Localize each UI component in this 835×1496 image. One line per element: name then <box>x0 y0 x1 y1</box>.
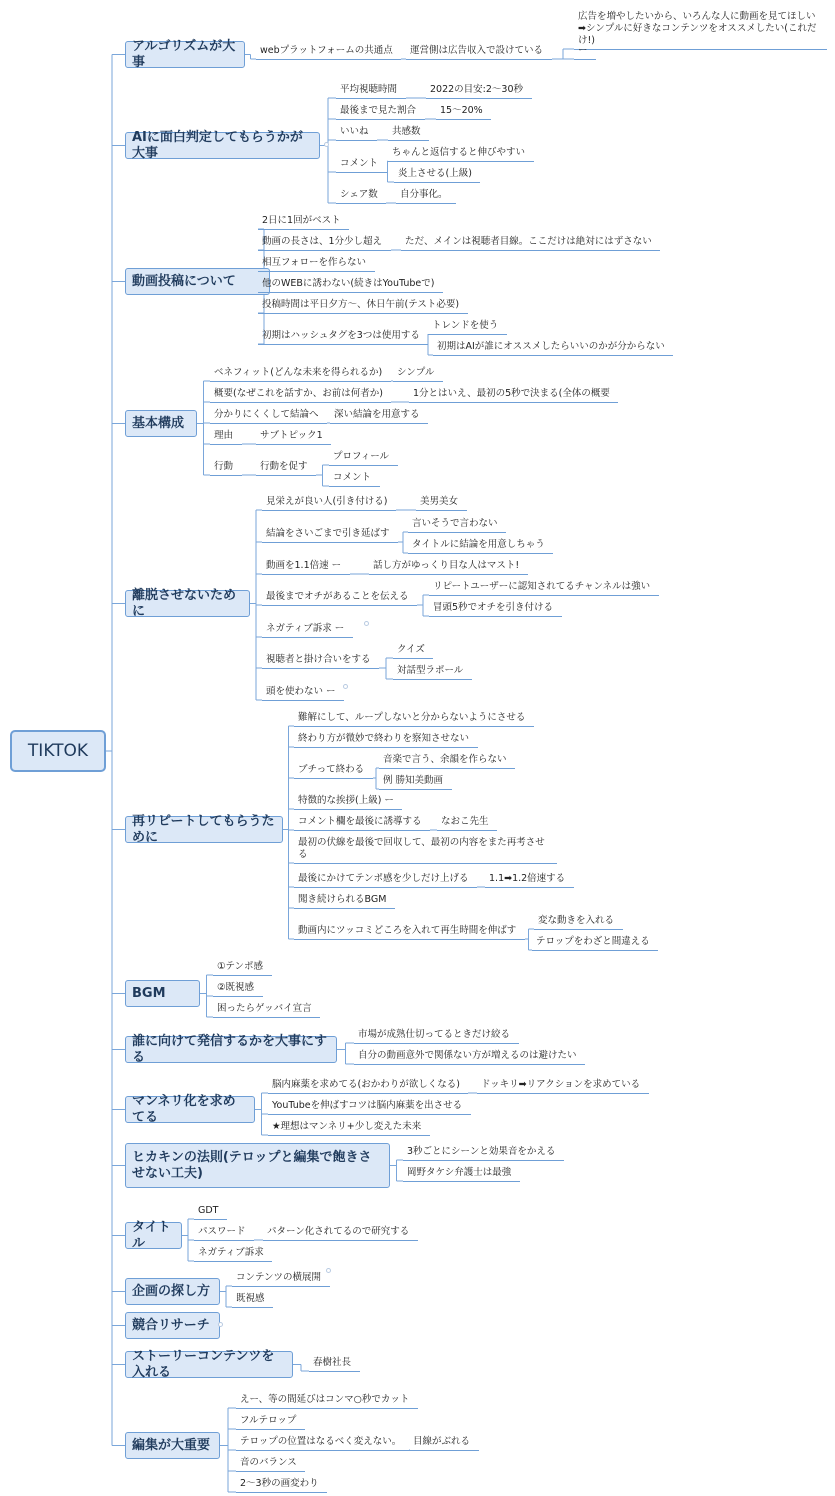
topic-underline <box>262 510 396 511</box>
topic-underline <box>336 140 377 141</box>
topic-underline <box>210 444 242 445</box>
collapse-toggle-icon[interactable] <box>364 621 369 626</box>
topic-underline <box>294 726 534 727</box>
topic-underline <box>236 1450 410 1451</box>
topic-underline <box>401 250 660 251</box>
topic-level3-branches-2-children-5-children-1[interactable]: 初期はAIが誰にオススメしたらいいのかが分からない <box>437 341 665 352</box>
topic-level3-branches-5-children-2-children-1[interactable]: 例 勝知美動画 <box>383 775 444 786</box>
topic-underline <box>294 908 395 909</box>
main-topic-4[interactable]: 離脱させないために <box>125 590 250 617</box>
topic-level2-branches-3-children-1[interactable]: 概要(なぜこれを話すか、お前は何者か) <box>214 388 383 399</box>
topic-level3-branches-1-children-0-children-0[interactable]: 2022の目安:2〜30秒 <box>430 84 524 95</box>
topic-level2-branches-3-children-0[interactable]: ベネフィット(どんな未来を得られるか) <box>214 367 383 378</box>
topic-level2-branches-8-children-0[interactable]: 脳内麻薬を求めてる(おかわりが欲しくなる) <box>272 1079 460 1090</box>
topic-level3-branches-5-children-2-children-0[interactable]: 音楽で言う、余韻を作らない <box>383 754 507 765</box>
topic-level2-branches-2-children-2[interactable]: 相互フォローを作らない <box>262 257 367 268</box>
topic-level2-branches-2-children-0[interactable]: 2日に1回がベスト <box>262 215 341 226</box>
topic-level2-branches-6-children-1[interactable]: ②既視感 <box>217 982 255 993</box>
topic-underline <box>258 271 375 272</box>
main-topic-14[interactable]: 編集が大重要 <box>125 1432 220 1459</box>
topic-level3-branches-1-children-2-children-0[interactable]: 共感数 <box>392 126 421 137</box>
topic-level4-branches-3-children-4-children-0-children-1[interactable]: コメント <box>333 472 372 483</box>
topic-level3-branches-5-children-8-children-1[interactable]: テロップをわざと間違える <box>536 936 650 947</box>
main-topic-13[interactable]: ストーリーコンテンツを入れる <box>125 1351 293 1378</box>
topic-underline <box>477 1093 649 1094</box>
main-topic-0[interactable]: アルゴリズムが大事 <box>125 41 245 68</box>
main-topic-11[interactable]: 企画の探し方 <box>125 1278 220 1305</box>
topic-level2-branches-8-children-2[interactable]: ★理想はマンネリ+少し変えた未来 <box>272 1121 422 1132</box>
topic-level3-branches-0-children-0-children-0[interactable]: 運営側は広告収入で設けている <box>410 45 544 56</box>
topic-level2-branches-4-children-6[interactable]: 頭を使わない ー <box>266 686 336 697</box>
topic-level2-branches-5-children-7[interactable]: 聞き続けられるBGM <box>298 894 387 905</box>
topic-underline <box>294 778 373 779</box>
topic-level2-branches-14-children-4[interactable]: 2〜3秒の画変わり <box>240 1478 319 1489</box>
topic-level3-branches-4-children-2-children-0[interactable]: 話し方がゆっくり目な人はマスト! <box>373 560 520 571</box>
topic-level2-branches-5-children-2[interactable]: ブチって終わる <box>298 764 365 775</box>
topic-level3-branches-4-children-3-children-1[interactable]: 冒頭5秒でオチを引き付ける <box>433 602 554 613</box>
topic-level2-branches-2-children-1[interactable]: 動画の長さは、1分少し超え <box>262 236 383 247</box>
topic-underline <box>396 203 456 204</box>
topic-level3-branches-4-children-1-children-0[interactable]: 言いそうで言わない <box>412 518 498 529</box>
collapse-toggle-icon[interactable] <box>218 1322 223 1327</box>
topic-underline <box>194 1219 227 1220</box>
topic-underline <box>258 292 443 293</box>
topic-underline <box>485 887 574 888</box>
topic-underline <box>336 172 387 173</box>
topic-underline <box>210 475 242 476</box>
topic-underline <box>210 381 391 382</box>
topic-level3-branches-3-children-2-children-0[interactable]: 深い結論を用意する <box>334 409 420 420</box>
topic-level2-branches-3-children-3[interactable]: 理由 <box>214 430 234 441</box>
topic-underline <box>329 486 380 487</box>
topic-level3-branches-14-children-2-children-0[interactable]: 目線がぶれる <box>413 1436 471 1447</box>
main-topic-2[interactable]: 動画投稿について <box>125 268 270 295</box>
topic-level4-branches-3-children-4-children-0-children-0[interactable]: プロフィール <box>333 451 390 462</box>
topic-level2-branches-14-children-0[interactable]: えー、等の間延びはコンマ○秒でカット <box>240 1394 410 1405</box>
topic-underline <box>393 381 443 382</box>
topic-level3-branches-2-children-1-children-0[interactable]: ただ、メインは視聴者目線。ここだけは絶対にはずさない <box>405 236 652 247</box>
topic-underline <box>379 789 452 790</box>
topic-underline <box>354 1064 585 1065</box>
topic-underline <box>428 334 507 335</box>
topic-level3-branches-1-children-4-children-0[interactable]: 自分事化。 <box>400 189 448 200</box>
topic-underline <box>268 1114 471 1115</box>
topic-level2-branches-13-children-0[interactable]: 春樹社長 <box>313 1357 352 1368</box>
topic-underline <box>262 574 350 575</box>
topic-level3-branches-3-children-4-children-0[interactable]: 行動を促す <box>260 461 308 472</box>
topic-level2-branches-4-children-3[interactable]: 最後までオチがあることを伝える <box>266 591 409 602</box>
topic-level2-branches-1-children-0[interactable]: 平均視聴時間 <box>340 84 398 95</box>
topic-level2-branches-2-children-4[interactable]: 投稿時間は平日夕方〜、休日午前(テスト必要) <box>262 299 460 310</box>
topic-underline <box>336 98 406 99</box>
collapse-toggle-icon[interactable] <box>324 142 329 147</box>
topic-level2-branches-1-children-1[interactable]: 最後まで見た割合 <box>340 105 417 116</box>
topic-level2-branches-9-children-1[interactable]: 岡野タケシ弁護士は最強 <box>407 1167 512 1178</box>
topic-level2-branches-5-children-3[interactable]: 特徴的な挨拶(上級) ー <box>298 795 394 806</box>
main-topic-7[interactable]: 誰に向けて発信するかを大事にする <box>125 1036 337 1063</box>
topic-level2-branches-0-children-0[interactable]: webプラットフォームの共通点 <box>260 45 393 56</box>
topic-level3-branches-4-children-5-children-1[interactable]: 対話型ラポール <box>397 665 464 676</box>
topic-underline <box>393 658 433 659</box>
main-topic-8[interactable]: マンネリ化を求めてる <box>125 1096 255 1123</box>
topic-underline <box>258 313 468 314</box>
topic-level2-branches-10-children-2[interactable]: ネガティブ訴求 <box>198 1247 264 1258</box>
topic-underline <box>309 1371 360 1372</box>
topic-underline <box>409 402 618 403</box>
main-topic-9[interactable]: ヒカキンの法則(テロップと編集で飽きさせない工夫) <box>125 1143 390 1188</box>
topic-level2-branches-10-children-1[interactable]: パスワード <box>198 1226 246 1237</box>
topic-underline <box>256 59 401 60</box>
topic-level2-branches-5-children-6[interactable]: 最後にかけてテンポ感を少しだけ上げる <box>298 873 469 884</box>
topic-underline <box>394 182 480 183</box>
topic-level2-branches-14-children-2[interactable]: テロップの位置はなるべく変えない。 <box>240 1436 402 1447</box>
topic-level3-branches-2-children-5-children-0[interactable]: トレンドを使う <box>432 320 499 331</box>
topic-underline <box>262 542 398 543</box>
topic-level3-branches-1-children-3-children-0[interactable]: ちゃんと返信すると伸びやすい <box>392 147 526 158</box>
topic-level2-branches-6-children-2[interactable]: 困ったらゲッバイ宣言 <box>217 1003 312 1014</box>
topic-underline <box>236 1492 327 1493</box>
topic-underline <box>294 887 477 888</box>
topic-level3-branches-5-children-8-children-0[interactable]: 変な動きを入れる <box>538 915 615 926</box>
topic-underline <box>262 668 379 669</box>
topic-underline <box>426 98 532 99</box>
topic-underline <box>194 1240 254 1241</box>
topic-underline <box>354 1043 519 1044</box>
topic-underline <box>194 1261 272 1262</box>
topic-level3-branches-8-children-0-children-0[interactable]: ドッキリ➡リアクションを求めている <box>481 1079 641 1090</box>
topic-underline <box>429 595 659 596</box>
topic-level2-branches-5-children-1[interactable]: 終わり方が微妙で終わりを察知させない <box>298 733 470 744</box>
topic-underline <box>433 355 673 356</box>
collapse-toggle-icon[interactable] <box>343 684 348 689</box>
main-topic-6[interactable]: BGM <box>125 980 200 1007</box>
main-topic-5[interactable]: 再リピートしてもらうために <box>125 816 283 843</box>
topic-underline <box>258 229 349 230</box>
topic-underline <box>268 1093 468 1094</box>
topic-underline <box>213 975 272 976</box>
topic-underline <box>210 402 391 403</box>
topic-underline <box>436 119 491 120</box>
topic-underline <box>294 830 430 831</box>
main-topic-12[interactable]: 競合リサーチ <box>125 1312 220 1339</box>
topic-level3-branches-4-children-5-children-0[interactable]: クイズ <box>397 644 425 655</box>
topic-level3-branches-3-children-3-children-0[interactable]: サブトピック1 <box>260 430 323 441</box>
topic-underline <box>336 203 386 204</box>
topic-underline <box>232 1307 273 1308</box>
topic-level2-branches-2-children-3[interactable]: 他のWEBに誘わない(続きはYouTubeで) <box>262 278 435 289</box>
topic-underline <box>393 679 472 680</box>
topic-underline <box>268 1135 430 1136</box>
collapse-toggle-icon[interactable] <box>326 1268 331 1273</box>
topic-level4-branches-0-children-0-children-0-children-0[interactable]: 広告を増やしたいから、いろんな人に動画を見てほしい➡シンプルに好きなコンテンツをオススメしたい(これだけ!) <box>578 11 817 46</box>
topic-level2-branches-5-children-8[interactable]: 動画内にツッコミどころを入れて再生時間を伸ばす <box>298 925 517 936</box>
topic-level2-branches-11-children-1[interactable]: 既視感 <box>236 1293 265 1304</box>
topic-level2-branches-4-children-5[interactable]: 視聴者と掛け合いをする <box>266 654 371 665</box>
topic-underline <box>232 1286 330 1287</box>
topic-underline <box>213 1017 320 1018</box>
topic-underline <box>408 553 553 554</box>
topic-level2-branches-5-children-5[interactable]: 最初の伏線を最後で回収して、最初の内容をまた再考させる <box>298 837 545 860</box>
topic-level3-branches-4-children-1-children-1[interactable]: タイトルに結論を用意しちゃう <box>412 539 545 550</box>
topic-underline <box>263 1240 418 1241</box>
topic-underline <box>262 637 353 638</box>
topic-underline <box>258 250 391 251</box>
topic-level3-branches-10-children-1-children-0[interactable]: パターン化されてるので研究する <box>267 1226 410 1237</box>
topic-underline <box>388 140 429 141</box>
topic-underline <box>256 444 331 445</box>
topic-underline <box>294 863 557 864</box>
root-topic[interactable]: TIKTOK <box>10 730 106 772</box>
topic-level2-branches-3-children-4[interactable]: 行動 <box>214 461 234 472</box>
topic-underline <box>532 950 658 951</box>
topic-underline <box>294 939 525 940</box>
topic-underline <box>213 996 263 997</box>
topic-underline <box>262 605 417 606</box>
topic-level2-branches-4-children-2[interactable]: 動画を1.1倍速 ー <box>266 560 342 571</box>
topic-underline <box>330 423 428 424</box>
topic-level2-branches-1-children-2[interactable]: いいね <box>340 126 369 137</box>
topic-underline <box>409 1450 479 1451</box>
topic-underline <box>236 1429 305 1430</box>
topic-underline <box>403 1160 564 1161</box>
topic-underline <box>258 344 428 345</box>
topic-underline <box>379 768 515 769</box>
topic-level2-branches-3-children-2[interactable]: 分かりにくくして結論へ <box>214 409 319 420</box>
topic-underline <box>369 574 528 575</box>
topic-level2-branches-9-children-0[interactable]: 3秒ごとにシーンと効果音をかえる <box>407 1146 556 1157</box>
topic-underline <box>574 59 596 60</box>
topic-level3-branches-3-children-0-children-0[interactable]: シンプル <box>397 367 435 378</box>
topic-level2-branches-4-children-4[interactable]: ネガティブ訴求 ー <box>266 623 345 634</box>
topic-underline <box>408 532 506 533</box>
topic-underline <box>329 465 398 466</box>
topic-underline <box>388 161 534 162</box>
topic-level2-branches-2-children-5[interactable]: 初期はハッシュタグを3つは使用する <box>262 330 420 341</box>
topic-underline <box>256 475 316 476</box>
topic-underline <box>534 929 623 930</box>
topic-level3-branches-4-children-0-children-0[interactable]: 美男美女 <box>420 496 459 507</box>
topic-level3-branches-3-children-1-children-0[interactable]: 1分とはいえ、最初の5秒で決まる(全体の概要 <box>413 388 610 399</box>
topic-level3-branches-1-children-1-children-0[interactable]: 15〜20% <box>440 105 483 116</box>
topic-level3-branches-1-children-3-children-1[interactable]: 炎上させる(上級) <box>398 168 472 179</box>
topic-level4-branches-0-children-0-children-0-children-1[interactable]: ー <box>578 45 588 56</box>
topic-underline <box>429 616 562 617</box>
topic-underline <box>236 1408 418 1409</box>
topic-level2-branches-5-children-4[interactable]: コメント欄を最後に誘導する <box>298 816 422 827</box>
topic-level2-branches-4-children-1[interactable]: 結論をさいごまで引き延ばす <box>266 528 390 539</box>
topic-level2-branches-5-children-0[interactable]: 難解にして、ループしないと分からないようにさせる <box>298 712 526 723</box>
topic-underline <box>416 510 467 511</box>
topic-underline <box>437 830 497 831</box>
topic-underline <box>210 423 327 424</box>
main-topic-3[interactable]: 基本構成 <box>125 410 197 437</box>
topic-level2-branches-8-children-1[interactable]: YouTubeを伸ばすコツは脳内麻薬を出させる <box>272 1100 463 1111</box>
topic-level2-branches-14-children-3[interactable]: 音のバランス <box>240 1457 297 1468</box>
topic-underline <box>403 1181 520 1182</box>
main-topic-10[interactable]: タイトル <box>125 1222 182 1249</box>
topic-underline <box>336 119 425 120</box>
topic-underline <box>574 49 827 50</box>
topic-level2-branches-1-children-4[interactable]: シェア数 <box>340 189 378 200</box>
topic-level2-branches-14-children-1[interactable]: フルテロップ <box>240 1415 297 1426</box>
topic-underline <box>262 700 344 701</box>
main-topic-1[interactable]: AIに面白判定してもらうかが大事 <box>125 132 320 159</box>
topic-level2-branches-1-children-3[interactable]: コメント <box>340 158 379 169</box>
topic-level2-branches-7-children-1[interactable]: 自分の動画意外で関係ない方が増えるのは避けたい <box>358 1050 577 1061</box>
topic-level3-branches-5-children-4-children-0[interactable]: なおこ先生 <box>441 816 489 827</box>
topic-level3-branches-5-children-6-children-0[interactable]: 1.1➡1.2倍速する <box>489 873 566 884</box>
topic-underline <box>406 59 552 60</box>
topic-underline <box>294 809 402 810</box>
topic-underline <box>236 1471 305 1472</box>
topic-underline <box>294 747 478 748</box>
topic-level2-branches-4-children-0[interactable]: 見栄えが良い人(引き付ける) <box>266 496 388 507</box>
topic-level2-branches-6-children-0[interactable]: ①テンポ感 <box>217 961 264 972</box>
topic-level3-branches-4-children-3-children-0[interactable]: リピートユーザーに認知されてるチャンネルは強い <box>433 581 651 592</box>
topic-level2-branches-11-children-0[interactable]: コンテンツの横展開 <box>236 1272 322 1283</box>
topic-level2-branches-7-children-0[interactable]: 市場が成熟仕切ってるときだけ絞る <box>358 1029 511 1040</box>
topic-level2-branches-10-children-0[interactable]: GDT <box>198 1205 219 1216</box>
